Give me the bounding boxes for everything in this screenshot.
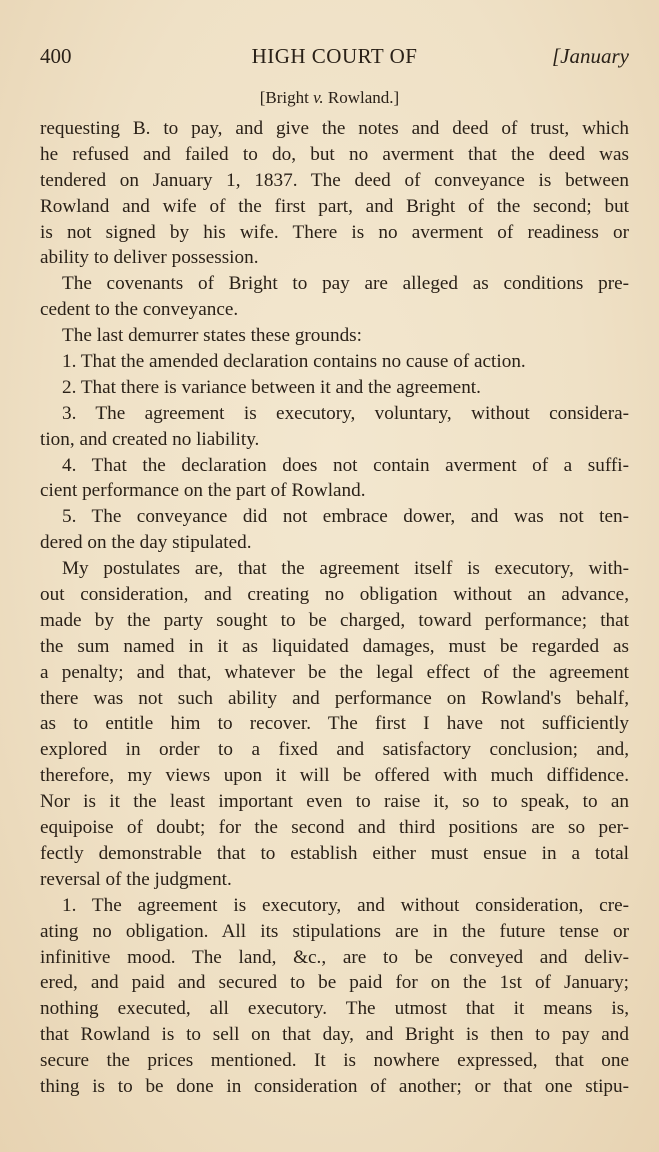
text-line: reversal of the judgment. — [40, 868, 232, 890]
text-line: infinitive mood. The land, &c., are to be conveyed and deliv- — [40, 946, 629, 968]
text-line: cient performance on the part of Rowland. — [40, 480, 366, 502]
text-line: 3. The agreement is executory, voluntary, without considera- — [62, 402, 629, 424]
text-line: secure the prices mentioned. It is nowhere expressed, that one — [40, 1050, 629, 1072]
case-caption-versus: v. — [313, 88, 324, 107]
running-head — [40, 44, 629, 74]
text-line: My postulates are, that the agreement itself is executory, with- — [62, 558, 629, 580]
text-line: that Rowland is to sell on that day, and Bright is then to pay and — [40, 1024, 629, 1046]
text-line: dered on the day stipulated. — [40, 532, 252, 554]
text-line: made by the party sought to be charged, toward performance; that — [40, 609, 629, 631]
text-line: 2. That there is variance between it and the agreement. — [62, 376, 481, 398]
text-line: 5. The conveyance did not embrace dower, and was not ten- — [62, 506, 629, 528]
text-line: therefore, my views upon it will be offered with much diffidence. — [40, 765, 629, 787]
text-line: the sum named in it as liquidated damages, must be regarded as — [40, 635, 629, 657]
text-line: out consideration, and creating no obligation without an advance, — [40, 584, 629, 606]
text-line: 1. The agreement is executory, and without consideration, cre- — [62, 894, 629, 916]
text-line: The last demurrer states these grounds: — [62, 325, 362, 347]
text-line: equipoise of doubt; for the second and third positions are so per- — [40, 817, 629, 839]
text-line: fectly demonstrable that to establish either must ensue in a total — [40, 842, 629, 864]
text-line: tion, and created no liability. — [40, 428, 260, 450]
text-line: tendered on January 1, 1837. The deed of conveyance is between — [40, 169, 629, 191]
text-line: Rowland and wife of the first part, and Bright of the second; but — [40, 195, 629, 217]
text-line: The covenants of Bright to pay are alleged as conditions pre- — [62, 273, 629, 295]
term-label: [January — [552, 44, 629, 68]
text-line: requesting B. to pay, and give the notes and deed of trust, which — [40, 118, 629, 139]
text-line: a penalty; and that, whatever be the legal effect of the agreement — [40, 661, 629, 683]
case-caption-close: Rowland.] — [323, 88, 400, 107]
body-text — [40, 116, 629, 1100]
text-line: explored in order to a fixed and satisfactory conclusion; and, — [40, 739, 629, 761]
case-caption-open: [Bright — [259, 88, 314, 107]
text-line: thing is to be done in consideration of another; or that one stipu- — [40, 1075, 629, 1097]
case-caption — [0, 88, 659, 108]
court-title: HIGH COURT OF — [251, 44, 418, 68]
text-line: ered, and paid and secured to be paid for on the 1st of January; — [40, 972, 629, 994]
text-line: Nor is it the least important even to raise it, so to speak, to an — [40, 791, 629, 813]
text-line: there was not such ability and performance on Rowland's behalf, — [40, 687, 629, 709]
text-line: ating no obligation. All its stipulations are in the future tense or — [40, 920, 629, 942]
text-line: as to entitle him to recover. The first I have not sufficiently — [40, 713, 629, 735]
text-line: 4. That the declaration does not contain averment of a suffi- — [62, 454, 629, 476]
page-number: 400 — [40, 44, 72, 68]
text-line: cedent to the conveyance. — [40, 299, 239, 321]
text-line: he refused and failed to do, but no averment that the deed was — [40, 143, 629, 165]
text-line: 1. That the amended declaration contains no cause of action. — [62, 351, 526, 373]
text-line: is not signed by his wife. There is no averment of readiness or — [40, 221, 629, 243]
text-line: ability to deliver possession. — [40, 247, 259, 269]
text-line: nothing executed, all executory. The utmost that it means is, — [40, 998, 629, 1020]
